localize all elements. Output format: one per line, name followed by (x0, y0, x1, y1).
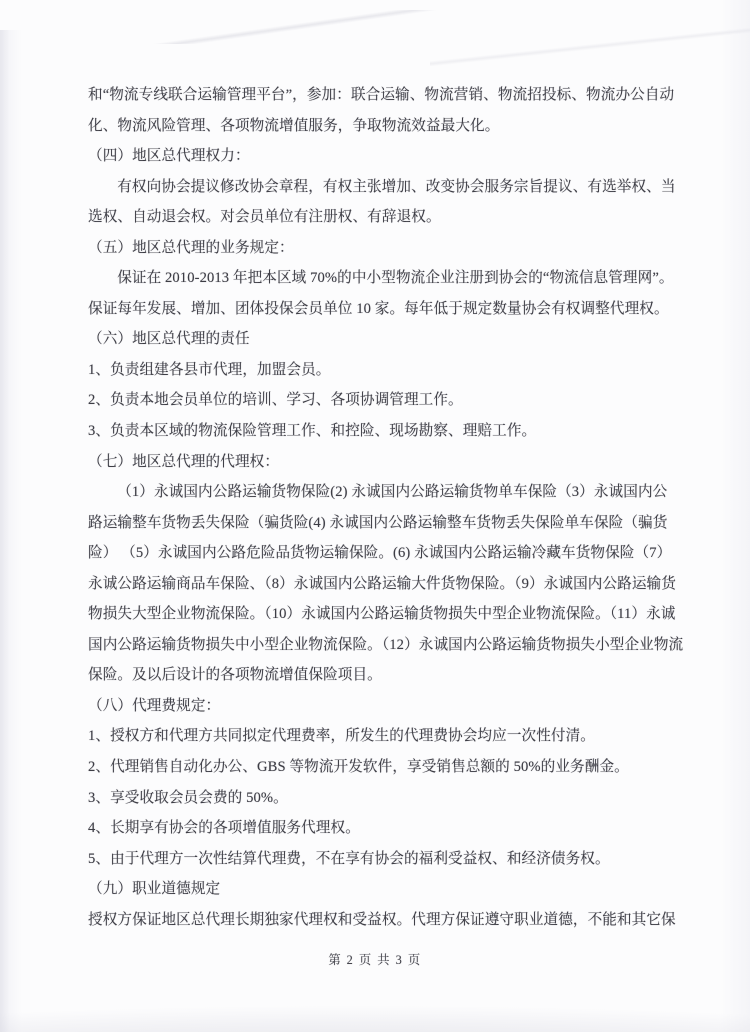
document-body (88, 80, 702, 935)
list-item: 1、负责组建各县市代理，加盟会员。 (88, 361, 331, 378)
list-item: 4、长期享有协会的各项增值服务代理权。 (88, 820, 360, 837)
list-item: 3、享受收取会员会费的 50%。 (88, 789, 288, 806)
text-line: 保证在 2010-2013 年把本区域 70%的中小型物流企业注册到协会的“物流信息管理网”。 (117, 270, 674, 287)
section-heading: （六）地区总代理的责任 (88, 331, 250, 348)
text-line: （1）永诚国内公路运输货物保险(2) 永诚国内公路运输货物单车保险（3）永诚国内公 (117, 484, 668, 501)
list-item: 2、代理销售自动化办公、GBS 等物流开发软件，享受销售总额的 50%的业务酬金。 (88, 759, 629, 776)
section-heading: （四）地区总代理权力： (88, 148, 250, 165)
list-item: 3、负责本区域的物流保险管理工作、和控险、现场勘察、理赔工作。 (88, 423, 537, 440)
text-line: 永诚公路运输商品车保险、（8）永诚国内公路运输大件货物保险。（9）永诚国内公路运输货 (88, 575, 676, 592)
section-heading: （九）职业道德规定 (88, 881, 221, 898)
text-line: 选权、自动退会权。对会员单位有注册权、有辞退权。 (88, 209, 441, 226)
list-item: 2、负责本地会员单位的培训、学习、各项协调管理工作。 (88, 392, 463, 409)
text-line: 物损失大型企业物流保险。（10）永诚国内公路运输货物损失中型企业物流保险。（11）永诚 (88, 606, 676, 623)
list-item: 5、由于代理方一次性结算代理费，不在享有协会的福利受益权、和经济债务权。 (88, 850, 610, 867)
text-line: 保险。及以后设计的各项物流增值保险项目。 (88, 667, 382, 684)
page-edge-shadow (720, 0, 750, 1032)
text-line: 保证每年发展、增加、团体投保会员单位 10 家。每年低于规定数量协会有权调整代理权。 (88, 300, 669, 317)
section-heading: （五）地区总代理的业务规定： (88, 239, 294, 256)
scan-crease-artifact (430, 28, 750, 66)
text-line: 险） （5）永诚国内公路危险品货物运输保险。(6) 永诚国内公路运输冷藏车货物保险（7） (88, 545, 672, 562)
page-edge-shadow (0, 30, 22, 1032)
scan-bottom-shadow (0, 988, 750, 1032)
text-line: 路运输整车货物丢失保险（骗货险(4) 永诚国内公路运输整车货物丢失保险单车保险（骗货 (88, 514, 668, 531)
section-heading: （八）代理费规定： (88, 697, 221, 714)
text-line: 国内公路运输货物损失中小型企业物流保险。（12）永诚国内公路运输货物损失小型企业物流 (88, 636, 684, 653)
text-line: 有权向协会提议修改协会章程，有权主张增加、改变协会服务宗旨提议、有选举权、当 (117, 178, 676, 195)
section-heading: （七）地区总代理的代理权： (88, 453, 280, 470)
page-number: 第 2 页 共 3 页 (328, 953, 422, 967)
text-line: 授权方保证地区总代理长期独家代理权和受益权。代理方保证遵守职业道德，不能和其它保 (88, 911, 676, 928)
scan-crease-artifact (120, 10, 470, 44)
list-item: 1、授权方和代理方共同拟定代理费率，所发生的代理费协会均应一次性付清。 (88, 728, 595, 745)
text-line: 化、物流风险管理、各项物流增值服务，争取物流效益最大化。 (88, 117, 500, 134)
text-line: 和“物流专线联合运输管理平台”，参加：联合运输、物流营销、物流招投标、物流办公自动 (88, 87, 675, 103)
